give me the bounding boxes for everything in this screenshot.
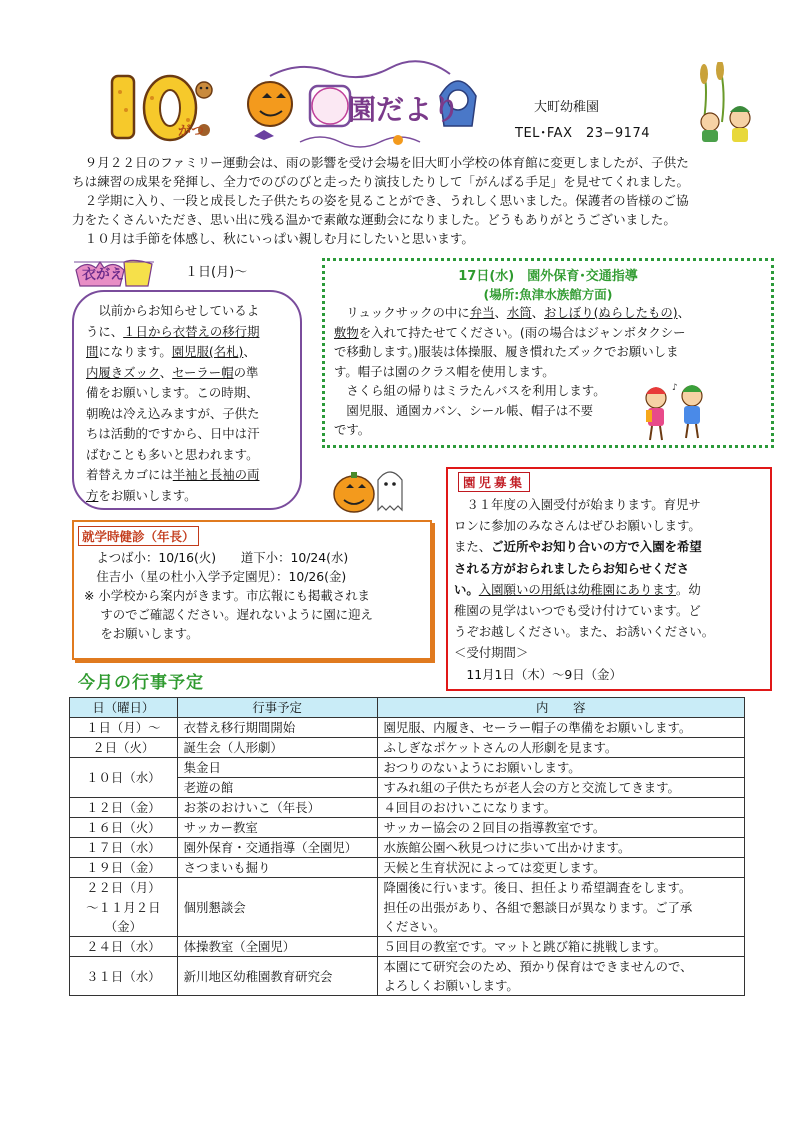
column-header-detail: 内 容 xyxy=(377,698,744,718)
row-event: サッカー教室 xyxy=(177,818,377,838)
table-row xyxy=(70,758,745,778)
table-row xyxy=(70,878,745,898)
row-event: 老遊の館 xyxy=(177,778,377,798)
row-day: ２４日（水） xyxy=(70,937,178,957)
row-day: １０日（水） xyxy=(70,758,178,798)
kogae-text-segment: ばむことも多いと思われます。 xyxy=(86,446,259,462)
kogae-text-segment: 備をお願いします。この時期、 xyxy=(86,385,259,400)
outing-text-segment: 園児服、通園カバン、シール帳、帽子は不要 xyxy=(334,402,593,418)
row-event: 個別懇談会 xyxy=(177,878,377,937)
enroll-text-segment: 稚園の見学はいつでも受け付けています。ど xyxy=(454,603,701,619)
kogae-date: １日(月)～ xyxy=(185,265,248,280)
row-detail: 本園にて研究会のため、預かり保育はできませんので、 xyxy=(377,957,744,977)
kogae-text-segment: 朝晩は冷え込みますが、子供た xyxy=(86,405,260,421)
enroll-text-segment: 11月1日（木）～9日（金） xyxy=(454,666,622,682)
row-day: １７日（水） xyxy=(70,838,178,858)
table-row xyxy=(70,957,745,977)
enroll-line xyxy=(454,494,770,515)
health-line: をお願いします。 xyxy=(84,626,199,641)
enroll-line xyxy=(454,664,770,685)
kogae-text-segment: １日から衣替えの移行期 xyxy=(123,323,260,339)
table-row xyxy=(70,858,745,878)
outing-text-segment: 弁当 xyxy=(469,305,495,320)
enrollment-text xyxy=(454,494,770,685)
enroll-text-segment: される方がおられましたらお知らせくださ xyxy=(454,560,690,576)
column-header-event: 行事予定 xyxy=(177,698,377,718)
intro-line: ちは練習の成果を発揮し、全力でのびのびと走ったり演技したりして「がんばる手足」を見せてくれました。 xyxy=(72,174,690,189)
row-day: ～１１月２日 xyxy=(70,897,178,917)
row-detail: ふしぎなポケットさんの人形劇を見ます。 xyxy=(377,738,744,758)
row-detail: サッカー協会の２回目の指導教室です。 xyxy=(377,818,744,838)
enroll-line xyxy=(454,558,770,579)
enroll-text-segment: ＜受付期間＞ xyxy=(454,645,529,661)
kogae-line xyxy=(86,465,296,486)
kogae-text-segment: セーラー帽 xyxy=(172,364,234,380)
outing-subtitle: (場所:魚津水族館方面) xyxy=(483,287,613,302)
table-row xyxy=(70,718,745,738)
table-row xyxy=(70,897,745,917)
outing-line xyxy=(334,303,766,323)
health-line: よつば小：10/16(火) 道下小：10/24(水) xyxy=(84,550,349,565)
kogae-line xyxy=(86,383,296,404)
row-detail: おつりのないようにお願いします。 xyxy=(377,758,744,778)
enrollment-title: 園児募集 xyxy=(458,472,530,492)
outing-text-segment: を入れて持たせてください。(雨の場合はジャンボタクシー xyxy=(358,324,686,340)
health-line: すのでご確認ください。遅れないように園に迎え xyxy=(84,607,373,622)
table-row xyxy=(70,917,745,937)
enroll-text-segment: ３１年度の入園受付が始まります。育児サ xyxy=(454,497,701,512)
kogae-text-segment: 内履きズック xyxy=(86,364,160,380)
outing-text-segment: 、 xyxy=(677,305,690,320)
row-event: 園外保育・交通指導（全園児） xyxy=(177,838,377,858)
table-row xyxy=(70,838,745,858)
row-event: 新川地区幼稚園教育研究会 xyxy=(177,957,377,996)
kogae-line xyxy=(86,424,296,445)
outing-text-segment: 敷物 xyxy=(334,324,359,340)
svg-text:♪: ♪ xyxy=(672,383,678,393)
kogae-label: 衣がえ xyxy=(82,267,124,283)
outing-line xyxy=(334,323,766,343)
row-detail: 園児服、内履き、セーラー帽子の準備をお願いします。 xyxy=(377,718,744,738)
row-day: （金） xyxy=(70,917,178,937)
row-detail: すみれ組の子供たちが老人会の方と交流してきます。 xyxy=(377,778,744,798)
enroll-line xyxy=(454,579,770,600)
row-detail: ４回目のおけいこになります。 xyxy=(377,798,744,818)
enroll-text-segment: うぞお越しください。また、お誘いください。 xyxy=(454,624,715,640)
table-row xyxy=(70,818,745,838)
table-row xyxy=(70,937,745,957)
outing-line xyxy=(334,362,766,382)
health-line: ※ 小学校から案内がきます。市広報にも掲載されま xyxy=(84,588,370,603)
outing-text-segment: 水筒 xyxy=(506,305,532,320)
row-day: １日（月）～ xyxy=(70,718,178,738)
pumpkin-ghost-illustration xyxy=(330,460,408,522)
title-text: 園だより xyxy=(348,93,461,126)
outing-title: 17日(水) 園外保育･交通指導 xyxy=(458,269,638,284)
outing-line xyxy=(334,342,766,362)
kogae-text-segment: うに、 xyxy=(86,323,124,339)
kogae-line xyxy=(86,301,296,322)
enroll-text-segment: ロンに参加のみなさんはぜひお願いします。 xyxy=(454,518,701,534)
row-event: さつまいも掘り xyxy=(177,858,377,878)
enroll-line xyxy=(454,515,770,536)
kogae-text-segment: 方 xyxy=(86,487,99,503)
kogae-text xyxy=(86,301,296,506)
row-day: ３１日（水） xyxy=(70,957,178,996)
intro-line: ９月２２日のファミリー運動会は、雨の影響を受け会場を旧大町小学校の体育館に変更しましたが、子供た xyxy=(72,155,689,170)
schedule-heading: 今月の行事予定 xyxy=(78,673,204,693)
kogae-text-segment: 間 xyxy=(86,344,99,359)
row-day: ２２日（月） xyxy=(70,878,178,898)
row-detail: 降園後に行います。後日、担任より希望調査をします。 xyxy=(377,878,744,898)
school-name: 大町幼稚園 xyxy=(534,100,600,115)
row-day: １９日（金） xyxy=(70,858,178,878)
kogae-text-segment: になります。 xyxy=(98,344,172,359)
kogae-line xyxy=(86,322,296,343)
enroll-line xyxy=(454,621,770,642)
table-row xyxy=(70,798,745,818)
kogae-line xyxy=(86,445,296,466)
enroll-text-segment: 。幼 xyxy=(676,581,701,597)
kogae-text-segment: の準 xyxy=(233,364,259,380)
schedule-table xyxy=(69,697,745,996)
schedule-header-row xyxy=(70,698,745,718)
outing-text-segment: で移動します。)服装は体操服、履き慣れたズックでお願いしま xyxy=(334,344,679,359)
row-detail: ください。 xyxy=(377,917,744,937)
kogae-line xyxy=(86,404,296,425)
outing-text-segment: 、 xyxy=(494,305,507,320)
row-detail: よろしくお願いします。 xyxy=(377,976,744,996)
kogae-text-segment: 、 xyxy=(159,364,173,380)
kogae-text-segment: ちは活動的ですから、日中は汗 xyxy=(86,426,260,441)
enroll-line xyxy=(454,642,770,663)
row-event: お茶のおけいこ（年長） xyxy=(177,798,377,818)
intro-line: ２学期に入り、一段と成長した子供たちの姿を見ることができ、うれしく思いました。保護者の皆様のご協 xyxy=(72,193,689,208)
kogae-text-segment: 着替えカゴには xyxy=(86,467,173,482)
table-row xyxy=(70,738,745,758)
row-event: 体操教室（全園児） xyxy=(177,937,377,957)
outing-text-segment: です。 xyxy=(334,422,371,437)
row-event: 誕生会（人形劇） xyxy=(177,738,377,758)
walking-children-illustration xyxy=(636,380,716,442)
kogae-line xyxy=(86,486,296,507)
enroll-text-segment: 入園願いの用紙は幼稚園にあります xyxy=(478,581,677,597)
enroll-text-segment: ご近所やお知り合いの方で入園を希望 xyxy=(491,539,702,555)
row-detail: 水族館公園へ秋見つけに歩いて出かけます。 xyxy=(377,838,744,858)
intro-line: 力をたくさんいただき、思い出に残る温かで素敵な運動会になりました。どうもありがとうございました。 xyxy=(72,212,676,227)
kogae-text-segment: 園児服(名札) xyxy=(171,344,244,359)
row-day: ２日（火） xyxy=(70,738,178,758)
health-check-text xyxy=(84,548,429,643)
kogae-text-segment: をお願いします。 xyxy=(98,487,197,503)
column-header-day: 日（曜日） xyxy=(70,698,178,718)
intro-line: １０月は手節を体感し、秋にいっぱい親しむ月にしたいと思います。 xyxy=(72,231,474,246)
outing-text-segment: す。帽子は園のクラス帽を使用します。 xyxy=(334,363,555,379)
intro-paragraph xyxy=(72,153,757,248)
enroll-line xyxy=(454,536,770,557)
enroll-text-segment: また、 xyxy=(454,539,492,555)
kogae-text-segment: 以前からお知らせしているよ xyxy=(86,303,260,318)
enroll-text-segment: い。 xyxy=(454,581,479,597)
row-day: １６日（火） xyxy=(70,818,178,838)
school-tel: TEL･FAX 23−9174 xyxy=(515,126,650,141)
row-detail: ５回目の教室です。マットと跳び箱に挑戦します。 xyxy=(377,937,744,957)
month-suffix: がつ xyxy=(178,124,205,139)
month-number: 10 xyxy=(108,70,110,71)
kogae-line xyxy=(86,363,296,384)
kogae-line xyxy=(86,342,296,363)
outing-text-segment: さくら組の帰りはミラたんバスを利用します。 xyxy=(334,383,606,398)
kogae-text-segment: 、 xyxy=(243,344,256,359)
row-event: 集金日 xyxy=(177,758,377,778)
row-day: １２日（金） xyxy=(70,798,178,818)
row-detail: 担任の出張があり、各組で懇談日が異なります。ご了承 xyxy=(377,897,744,917)
row-event: 衣替え移行期間開始 xyxy=(177,718,377,738)
kogae-text-segment: 半袖と長袖の両 xyxy=(172,467,260,482)
outing-text-segment: 、 xyxy=(531,305,545,320)
children-harvest-illustration xyxy=(690,62,760,144)
enroll-line xyxy=(454,600,770,621)
health-line: 住吉小（星の杜小入学予定園児）：10/26(金) xyxy=(84,569,347,584)
row-detail: 天候と生育状況によっては変更します。 xyxy=(377,858,744,878)
outing-text-segment: おしぼり(ぬらしたもの) xyxy=(544,305,678,320)
outing-text-segment: リュックサックの中に xyxy=(334,305,470,320)
health-check-title: 就学時健診（年長） xyxy=(78,526,199,546)
